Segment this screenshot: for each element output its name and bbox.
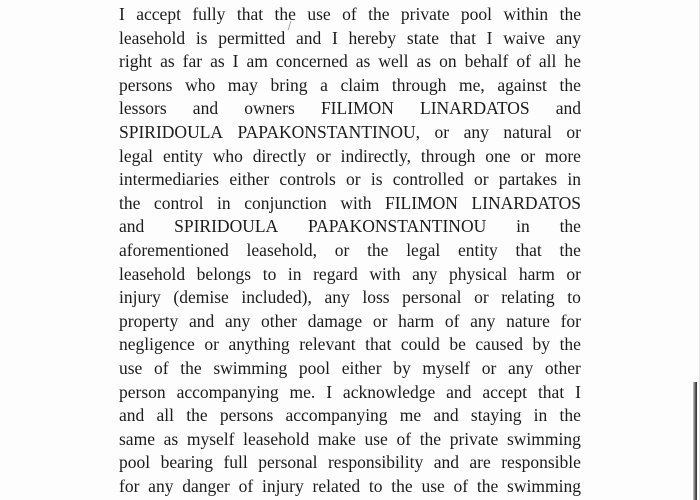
body-text — [119, 3, 581, 498]
text-line: injury (demise included), any loss personal or relating to — [119, 287, 581, 308]
text-line: and all the persons accompanying me and staying in the — [119, 405, 581, 426]
text-line: same as myself leasehold make use of the private swimming — [119, 428, 581, 449]
text-line: negligence or anything relevant that could be caused by the — [119, 334, 581, 355]
text-line: aforementioned leasehold, or the legal entity that the — [119, 239, 581, 260]
text-line: SPIRIDOULA PAPAKONSTANTINOU, or any natural or — [119, 121, 581, 142]
text-line: intermediaries either controls or is controlled or partakes in — [119, 169, 581, 190]
text-line: the control in conjunction with FILIMON LINARDATOS — [119, 192, 581, 213]
text-line: I accept fully that the use of the private pool within the — [119, 4, 581, 24]
binding-shadow — [693, 382, 697, 500]
text-line: persons who may bring a claim through me, against the — [119, 74, 581, 95]
text-line: right as far as I am concerned as well as on behalf of all he — [119, 51, 581, 72]
text-line: leasehold is permitted and I hereby state that I waive any — [119, 27, 581, 48]
text-line: person accompanying me. I acknowledge and accept that I — [119, 381, 581, 402]
text-line: leasehold belongs to in regard with any physical harm or — [119, 263, 581, 284]
text-line: lessors and owners FILIMON LINARDATOS and — [119, 98, 581, 119]
text-line: use of the swimming pool either by myself or any other — [119, 357, 581, 378]
text-line: for any danger of injury related to the use of the swimming — [119, 475, 581, 496]
text-line: and SPIRIDOULA PAPAKONSTANTINOU in the — [119, 216, 581, 237]
text-line: property and any other damage or harm of any nature for — [119, 310, 581, 331]
text-line: legal entity who directly or indirectly, through one or more — [119, 145, 581, 166]
text-line: pool bearing full personal responsibility and are responsible — [119, 452, 581, 473]
